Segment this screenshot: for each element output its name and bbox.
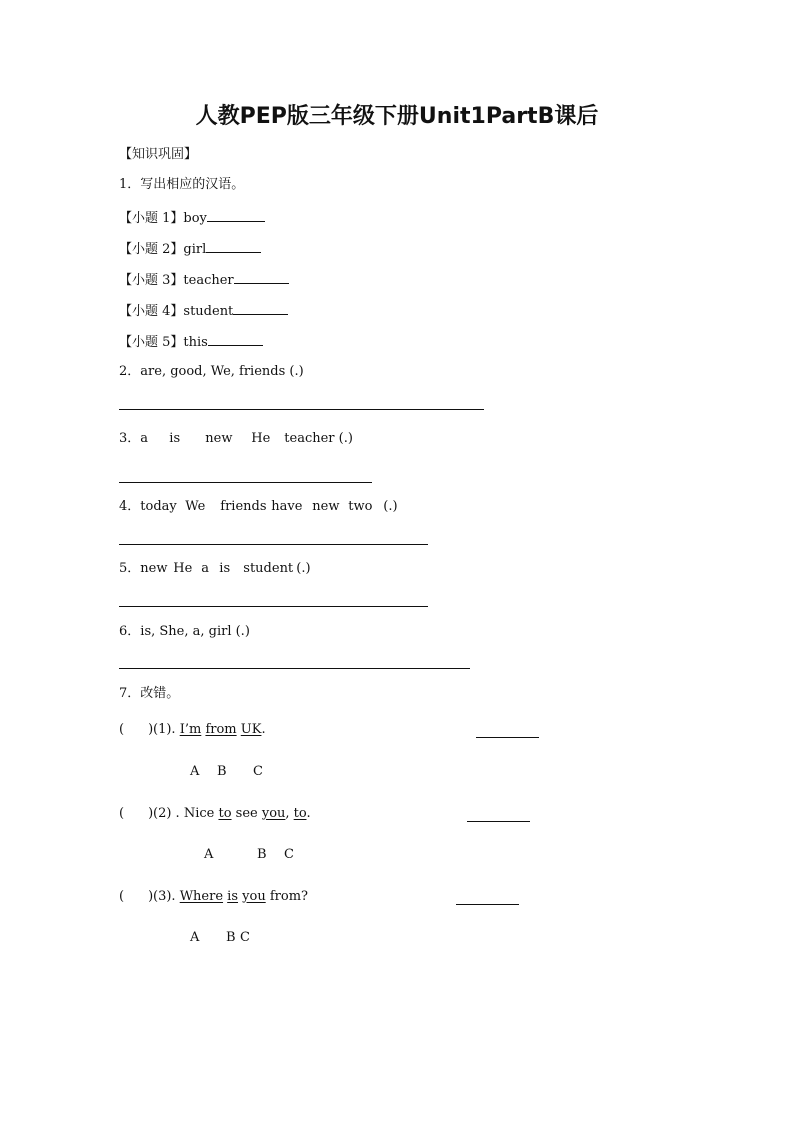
option-b-text: you xyxy=(261,806,286,821)
answer-paren[interactable]: ( ) xyxy=(119,889,154,904)
correction-line[interactable] xyxy=(467,821,530,822)
section-heading: 【知识巩固】 xyxy=(119,147,198,162)
word: new xyxy=(312,499,340,514)
correction-item: ( )(1). I’m from UK. xyxy=(119,722,266,737)
option-label: B xyxy=(257,847,267,862)
q1-item xyxy=(119,239,261,258)
word: a xyxy=(140,431,149,446)
word: We xyxy=(185,499,206,514)
q1-item-label: 【小题 1】 xyxy=(119,211,184,226)
word: today xyxy=(140,499,177,514)
q1-item-word: girl xyxy=(183,242,207,257)
word: friends xyxy=(220,499,267,514)
q1-item-word: boy xyxy=(183,211,207,226)
option-b-text: is xyxy=(227,889,239,904)
q1-item xyxy=(119,301,288,320)
option-label: C xyxy=(253,764,263,779)
q1-item-label: 【小题 2】 xyxy=(119,242,184,257)
q1-item-word: this xyxy=(183,335,208,350)
answer-line[interactable] xyxy=(119,668,470,669)
answer-line[interactable] xyxy=(119,606,428,607)
q1-instruction: 1．写出相应的汉语。 xyxy=(119,177,245,192)
word: (.) xyxy=(383,499,398,514)
word: is xyxy=(169,431,181,446)
question-number: 2． xyxy=(119,364,141,379)
option-c-text: UK xyxy=(240,722,262,737)
q1-item xyxy=(119,270,289,289)
q1-item-label: 【小题 4】 xyxy=(119,304,184,319)
correction-line[interactable] xyxy=(476,737,539,738)
option-label: A xyxy=(190,764,200,779)
reorder-question xyxy=(119,561,311,577)
word: have xyxy=(271,499,303,514)
correction-item: ( )(2) . Nice to see you, to. xyxy=(119,806,311,821)
correction-item: ( )(3). Where is you from? xyxy=(119,889,308,904)
option-label: B xyxy=(217,764,227,779)
word: a xyxy=(201,561,210,576)
q1-item xyxy=(119,208,265,227)
question-number: 3． xyxy=(119,431,141,446)
reorder-question xyxy=(119,499,398,515)
option-label: C xyxy=(284,847,294,862)
q1-item-word: student xyxy=(183,304,234,319)
option-a-text: I’m xyxy=(179,722,202,737)
q7-instruction: 7．改错。 xyxy=(119,686,180,701)
option-a-text: to xyxy=(218,806,232,821)
answer-blank[interactable] xyxy=(208,332,263,346)
option-c-text: to xyxy=(293,806,307,821)
word: two xyxy=(348,499,373,514)
word: is xyxy=(219,561,231,576)
word: student xyxy=(243,561,294,576)
q1-item-label: 【小题 3】 xyxy=(119,273,184,288)
option-b-text: from xyxy=(205,722,237,737)
q1-item xyxy=(119,332,263,351)
answer-paren[interactable]: ( ) xyxy=(119,806,154,821)
option-label: B xyxy=(226,930,236,945)
word: new xyxy=(140,561,168,576)
q1-item-label: 【小题 5】 xyxy=(119,335,184,350)
answer-line[interactable] xyxy=(119,409,484,410)
answer-blank[interactable] xyxy=(233,301,288,315)
word: (.) xyxy=(296,561,311,576)
option-c-text: you xyxy=(242,889,266,904)
word-group: is, She, a, girl (.) xyxy=(140,624,250,639)
answer-blank[interactable] xyxy=(207,208,265,222)
option-label: A xyxy=(190,930,200,945)
correction-line[interactable] xyxy=(456,904,519,905)
answer-paren[interactable]: ( ) xyxy=(119,722,154,737)
answer-line[interactable] xyxy=(119,482,372,483)
question-number: 5． xyxy=(119,561,141,576)
answer-blank[interactable] xyxy=(234,270,289,284)
word-group: are, good, We, friends (.) xyxy=(140,364,304,379)
option-label: C xyxy=(240,930,250,945)
word: He xyxy=(173,561,193,576)
question-number: 4． xyxy=(119,499,141,514)
item-number: (3). xyxy=(153,889,176,904)
reorder-question xyxy=(119,364,304,380)
word: teacher (.) xyxy=(284,431,353,446)
option-label: A xyxy=(204,847,214,862)
reorder-question xyxy=(119,624,250,640)
q1-item-word: teacher xyxy=(183,273,234,288)
question-number: 6． xyxy=(119,624,141,639)
page-title: 人教PEP版三年级下册Unit1PartB课后 xyxy=(195,104,599,129)
item-number: (1). xyxy=(153,722,176,737)
word: new xyxy=(205,431,233,446)
word: He xyxy=(251,431,271,446)
answer-blank[interactable] xyxy=(206,239,261,253)
answer-line[interactable] xyxy=(119,544,428,545)
option-a-text: Where xyxy=(179,889,224,904)
item-number: (2) . xyxy=(153,806,180,821)
reorder-question xyxy=(119,431,353,447)
